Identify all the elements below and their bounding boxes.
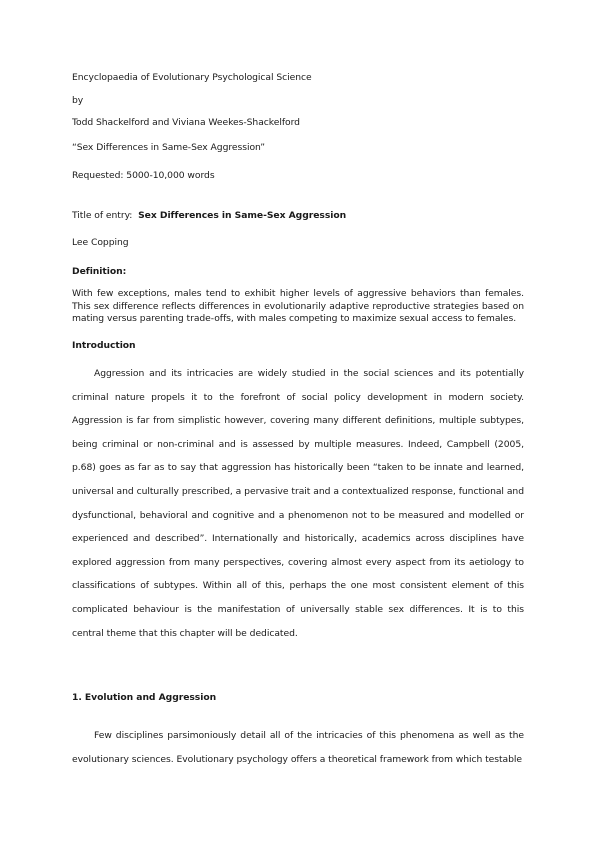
requested-length: Requested: 5000-10,000 words	[72, 170, 215, 181]
definition-heading: Definition:	[72, 266, 127, 277]
encyclopedia-title: Encyclopaedia of Evolutionary Psychological Science	[72, 72, 312, 83]
introduction-heading: Introduction	[72, 340, 136, 351]
introduction-text: Aggression and its intricacies are widely studied in the social sciences and its potentially criminal nature propels it to the forefront of social policy development in modern society. Aggression is far from simplistic however, covering many different definitions, multiple subtypes, being criminal or non-criminal and is assessed by multiple measures. Indeed, Campbell (2005, p.68) goes as far as to say that aggression has historically been “taken to be innate and learned, universal and culturally prescribed, a pervasive trait and a contextualized response, functional and dysfunctional, behavioral and cognitive and a phenomenon not to be measured and modelled or experienced and described”. Internationally and historically, academics across disciplines have explored aggression from many perspectives, covering almost every aspect from its aetiology to classifications of subtypes. Within all of this, perhaps the one most consistent element of this complicated behaviour is the manifestation of universally stable sex differences. It is to this central theme that this chapter will be dedicated.	[72, 368, 524, 639]
entry-title: Sex Differences in Same-Sex Aggression	[138, 210, 347, 221]
section-1-text: Few disciplines parsimoniously detail all of the intricacies of this phenomena as well as the evolutionary sciences. Evolutionary psychology offers a theoretical framework from which testable	[72, 730, 524, 765]
title-label: Title of entry:	[72, 210, 133, 221]
by-line: by	[72, 95, 84, 106]
entry-quoted: “Sex Differences in Same-Sex Aggression”	[72, 142, 266, 153]
section-1-heading: 1. Evolution and Aggression	[72, 692, 217, 703]
definition-text: With few exceptions, males tend to exhibit higher levels of aggressive behaviors than females. This sex difference reflects differences in evolutionarily adaptive reproductive strategies based on mating versus parenting trade-offs, with males competing to maximize sexual access to females.	[72, 288, 524, 324]
author: Lee Copping	[72, 237, 129, 248]
editors: Todd Shackelford and Viviana Weekes-Shackelford	[72, 117, 300, 128]
title-of-entry	[72, 210, 346, 222]
